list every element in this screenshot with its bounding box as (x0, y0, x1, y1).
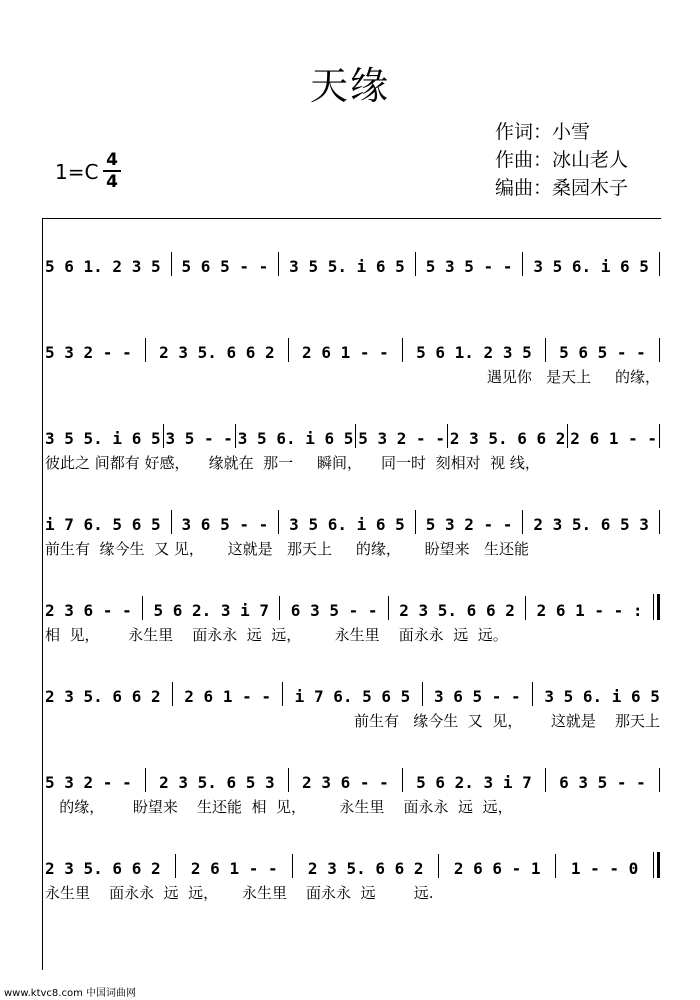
bar-line (145, 338, 146, 362)
score-system (45, 418, 660, 504)
measure: 5 3 2 - - (45, 343, 132, 362)
bar-line (163, 424, 164, 448)
notation-line (45, 418, 660, 448)
score-top-rule (42, 218, 661, 219)
bar-line (279, 596, 280, 620)
bar-line (659, 252, 660, 276)
bar-line (142, 596, 143, 620)
measure: 6 3 5 - - (559, 773, 646, 792)
bar-line (355, 424, 356, 448)
bar-line (659, 424, 660, 448)
score-system (45, 504, 660, 590)
bar-line (415, 510, 416, 534)
bar-line (288, 768, 289, 792)
final-barline (653, 852, 660, 878)
measure: 5 6 1. 2 3 5 (45, 257, 161, 276)
notation-line (45, 676, 660, 706)
measure: 2 3 6 - - (45, 601, 132, 620)
bar-line (402, 768, 403, 792)
score (45, 246, 660, 934)
measure: 2 3 5. 6 5 3 (159, 773, 275, 792)
measure: 5 6 2. 3 i 7 (153, 601, 270, 620)
measure: 3 5 6. i 6 5 (544, 687, 660, 706)
notation-line (45, 590, 660, 620)
bar-line (278, 252, 279, 276)
measure: 3 6 5 - - (181, 515, 269, 534)
bar-line (388, 596, 389, 620)
key-signature: 1=C (55, 160, 99, 184)
measure: 2 6 1 - - (570, 429, 657, 448)
measure: 2 3 5. 6 6 2 (449, 429, 566, 448)
measure: 3 5 6. i 6 5 (289, 515, 405, 534)
measure: 5 3 5 - - (425, 257, 513, 276)
measure: 2 3 5. 6 6 2 (307, 859, 424, 878)
composer-credit: 作曲：冰山老人 (495, 149, 629, 171)
time-signature-numerator: 4 (103, 150, 121, 172)
bar-line (545, 768, 546, 792)
bar-line (438, 854, 439, 878)
score-system (45, 590, 660, 676)
notation-line (45, 246, 660, 276)
measure: 6 3 5 - - (290, 601, 378, 620)
lyric-line: 的缘， 盼望来 生还能 相 见， 永生里 面永永 远 远， (45, 798, 513, 816)
measure: 2 6 1 - - (302, 343, 389, 362)
measure: 5 3 2 - - (358, 429, 445, 448)
bar-line (545, 338, 546, 362)
bar-line (659, 768, 660, 792)
lyric-line: 永生里 面永永 远 远， 永生里 面永永 远 远. (45, 884, 434, 902)
repeat-end-barline (653, 594, 660, 620)
measure: 2 6 1 - - : (536, 601, 643, 620)
measure: 2 3 5. 6 6 2 (45, 859, 161, 878)
measure: i 7 6. 5 6 5 (45, 515, 161, 534)
bar-line (288, 338, 289, 362)
measure: 3 5 - - (165, 429, 233, 448)
measure: 3 6 5 - - (433, 687, 521, 706)
bar-line (402, 338, 403, 362)
measure: i 7 6. 5 6 5 (294, 687, 411, 706)
measure: 2 6 6 - 1 (453, 859, 541, 878)
site-footer: www.ktvc8.com 中国词曲网 (4, 988, 137, 999)
lyric-line: 彼此之 间都有 好感， 缘就在 那一 瞬间， 同一时 刻相对 视 线， (45, 454, 540, 472)
notation-line (45, 762, 660, 792)
bar-line (278, 510, 279, 534)
score-system (45, 762, 660, 848)
bar-line (422, 682, 423, 706)
measure: 2 3 6 - - (302, 773, 389, 792)
bar-line (522, 252, 523, 276)
measure: 2 6 1 - - (184, 687, 271, 706)
measure: 1 - - 0 (570, 859, 639, 878)
bar-line (282, 682, 283, 706)
bar-line (447, 424, 448, 448)
measure: 3 5 5. i 6 5 (289, 257, 405, 276)
bar-line (175, 854, 176, 878)
measure: 5 6 2. 3 i 7 (416, 773, 532, 792)
bar-line (235, 424, 236, 448)
score-system (45, 676, 660, 762)
bar-line (525, 596, 526, 620)
score-system (45, 848, 660, 934)
credits (495, 118, 628, 202)
bar-line (171, 510, 172, 534)
score-left-rule (42, 218, 43, 970)
notation-line (45, 504, 660, 534)
measure: 3 5 6. i 6 5 (237, 429, 354, 448)
time-signature-denominator: 4 (106, 172, 118, 192)
measure: 2 3 5. 6 6 2 (399, 601, 515, 620)
bar-line (292, 854, 293, 878)
bar-line (555, 854, 556, 878)
song-title: 天缘 (309, 64, 390, 108)
bar-line (567, 424, 568, 448)
bar-line (145, 768, 146, 792)
arranger-credit: 编曲：桑园木子 (495, 177, 629, 199)
lyric-line: 相 见， 永生里 面永永 远 远， 永生里 面永永 远 远。 (45, 626, 508, 644)
measure: 3 5 5. i 6 5 (45, 429, 161, 448)
measure: 2 3 5. 6 5 3 (533, 515, 649, 534)
bar-line (659, 338, 660, 362)
score-system (45, 332, 660, 418)
measure: 5 3 2 - - (45, 773, 132, 792)
score-system (45, 246, 660, 332)
bar-line (172, 682, 173, 706)
notation-line (45, 332, 660, 362)
lyric-line: 前生有 缘今生 又 见， 这就是 那天上 (353, 712, 660, 730)
bar-line (522, 510, 523, 534)
measure: 3 5 6. i 6 5 (533, 257, 649, 276)
measure: 2 3 5. 6 6 2 (45, 687, 161, 706)
measure: 2 3 5. 6 6 2 (159, 343, 275, 362)
bar-line (659, 510, 660, 534)
notation-line (45, 848, 660, 878)
bar-line (171, 252, 172, 276)
lyric-line: 前生有 缘今生 又 见， 这就是 那天上 的缘， 盼望来 生还能 (45, 540, 529, 558)
bar-line (532, 682, 533, 706)
measure: 2 6 1 - - (190, 859, 278, 878)
measure: 5 3 2 - - (425, 515, 513, 534)
measure: 5 6 5 - - (181, 257, 269, 276)
measure: 5 6 5 - - (559, 343, 646, 362)
lyricist-credit: 作词：小雪 (495, 121, 591, 143)
time-signature (103, 150, 121, 192)
lyric-line: 遇见你 是天上 的缘， (486, 368, 660, 386)
measure: 5 6 1. 2 3 5 (416, 343, 532, 362)
bar-line (415, 252, 416, 276)
